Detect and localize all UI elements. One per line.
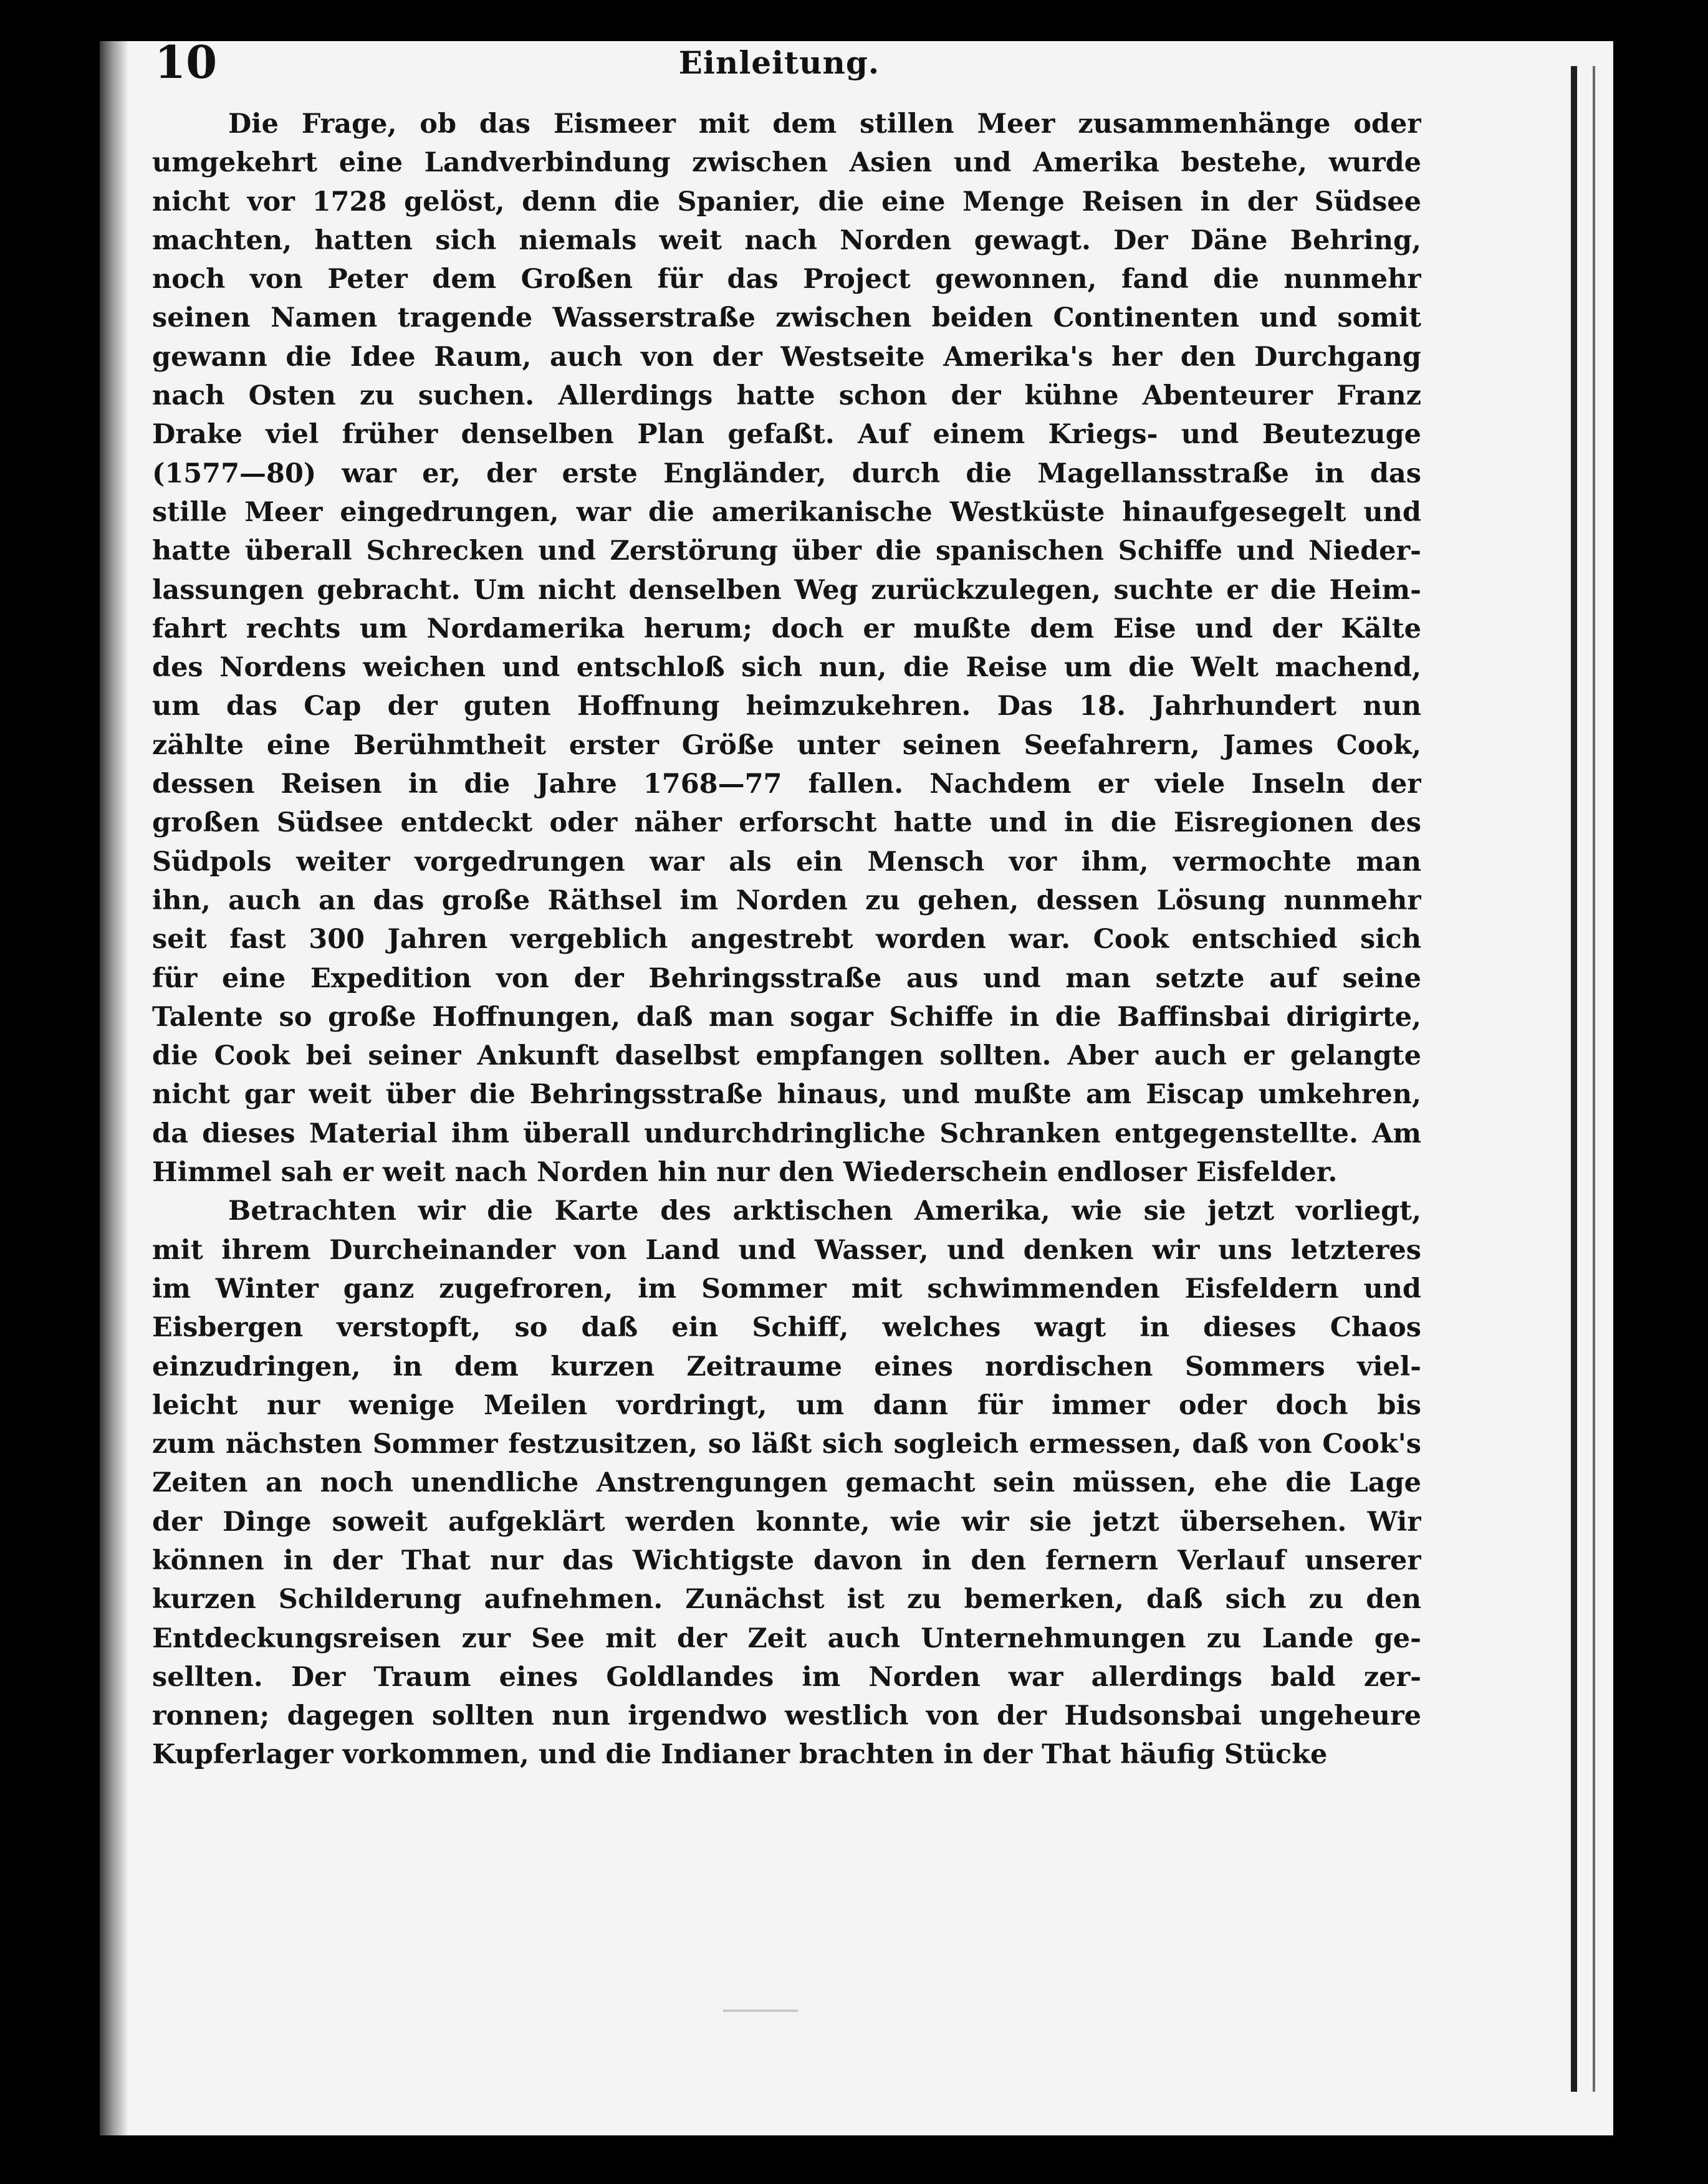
text-line: des Nordens weichen und entschloß sich nun, die Reise um die Welt machend, — [152, 652, 1421, 684]
text-line: Talente so große Hoffnungen, daß man sogar Schiffe in die Baffinsbai dirigirte, — [152, 1001, 1421, 1033]
paragraph — [152, 1192, 1421, 1774]
text-line: im Winter ganz zugefroren, im Sommer mit schwimmenden Eisfeldern und — [152, 1273, 1421, 1305]
text-line: machten, hatten sich niemals weit nach Norden gewagt. Der Däne Behring, — [152, 224, 1421, 256]
paragraph — [152, 105, 1421, 1192]
text-line: Kupferlager vorkommen, und die Indianer brachten in der That häufig Stücke — [152, 1739, 1328, 1771]
text-line: nicht vor 1728 gelöst, denn die Spanier, die eine Menge Reisen in der Südsee — [152, 186, 1421, 218]
text-line: einzudringen, in dem kurzen Zeitraume eines nordischen Sommers viel- — [152, 1351, 1421, 1382]
text-line: nicht gar weit über die Behringsstraße hinaus, und mußte am Eiscap umkehren, — [152, 1079, 1421, 1111]
text-line: gewann die Idee Raum, auch von der Westseite Amerika's her den Durchgang — [152, 341, 1421, 373]
text-line: seinen Namen tragende Wasserstraße zwischen beiden Continenten und somit — [152, 302, 1421, 334]
text-line: Zeiten an noch unendliche Anstrengungen gemacht sein müssen, ehe die Lage — [152, 1467, 1421, 1499]
text-line: seit fast 300 Jahren vergeblich angestrebt worden war. Cook entschied sich — [152, 924, 1421, 956]
gutter-shadow — [100, 41, 128, 2135]
text-line: ronnen; dagegen sollten nun irgendwo westlich von der Hudsonsbai ungeheure — [152, 1700, 1421, 1732]
text-line: Himmel sah er weit nach Norden hin nur den Wiederschein endloser Eisfelder. — [152, 1157, 1338, 1189]
text-line: zählte eine Berühmtheit erster Größe unter seinen Seefahrern, James Cook, — [152, 729, 1421, 761]
text-line: Südpols weiter vorgedrungen war als ein Mensch vor ihm, vermochte man — [152, 846, 1421, 878]
text-line: leicht nur wenige Meilen vordringt, um dann für immer oder doch bis — [152, 1389, 1421, 1421]
text-line: mit ihrem Durcheinander von Land und Wasser, und denken wir uns letzteres — [152, 1234, 1421, 1266]
text-line: großen Südsee entdeckt oder näher erforscht hatte und in die Eisregionen des — [152, 807, 1421, 839]
text-line: Betrachten wir die Karte des arktischen Amerika, wie sie jetzt vorliegt, — [228, 1195, 1421, 1227]
text-line: umgekehrt eine Landverbindung zwischen Asien und Amerika bestehe, wurde — [152, 147, 1421, 179]
text-line: stille Meer eingedrungen, war die amerikanische Westküste hinaufgesegelt und — [152, 496, 1421, 528]
text-line: für eine Expedition von der Behringsstraße aus und man setzte auf seine — [152, 962, 1421, 994]
text-line: (1577—80) war er, der erste Engländer, durch die Magellansstraße in das — [152, 457, 1421, 489]
text-line: Eisbergen verstopft, so daß ein Schiff, welches wagt in dieses Chaos — [152, 1312, 1421, 1344]
text-line: zum nächsten Sommer festzusitzen, so läßt sich sogleich ermessen, daß von Cook's — [152, 1429, 1421, 1460]
text-line: dessen Reisen in die Jahre 1768—77 fallen. Nachdem er viele Inseln der — [152, 769, 1421, 800]
text-line: die Cook bei seiner Ankunft daselbst empfangen sollten. Aber auch er gelangte — [152, 1040, 1421, 1072]
page-edge-line — [1593, 66, 1595, 2092]
text-line: nach Osten zu suchen. Allerdings hatte schon der kühne Abenteurer Franz — [152, 380, 1421, 412]
text-line: Drake viel früher denselben Plan gefaßt. Auf einem Kriegs- und Beutezuge — [152, 419, 1421, 451]
scan-smudge — [723, 2009, 798, 2012]
text-line: lassungen gebracht. Um nicht denselben Weg zurückzulegen, suchte er die Heim- — [152, 574, 1421, 606]
text-line: da dieses Material ihm überall undurchdringliche Schranken entgegenstellte. Am — [152, 1118, 1421, 1149]
page-number: 10 — [155, 36, 218, 89]
text-line: können in der That nur das Wichtigste davon in den fernern Verlauf unserer — [152, 1545, 1421, 1576]
text-line: der Dinge soweit aufgeklärt werden konnte, wie wir sie jetzt übersehen. Wir — [152, 1506, 1421, 1538]
text-line: um das Cap der guten Hoffnung heimzukehren. Das 18. Jahrhundert nun — [152, 691, 1421, 722]
running-head: Einleitung. — [678, 44, 880, 81]
page-edge-shadow — [1571, 66, 1577, 2092]
body-text — [152, 105, 1421, 1775]
text-line: ihn, auch an das große Räthsel im Norden zu gehen, dessen Lösung nunmehr — [152, 884, 1421, 916]
text-line: Die Frage, ob das Eismeer mit dem stillen Meer zusammenhänge oder — [228, 108, 1421, 140]
text-line: hatte überall Schrecken und Zerstörung über die spanischen Schiffe und Nieder- — [152, 535, 1421, 567]
text-line: kurzen Schilderung aufnehmen. Zunächst ist zu bemerken, daß sich zu den — [152, 1584, 1421, 1616]
text-line: noch von Peter dem Großen für das Project gewonnen, fand die nunmehr — [152, 264, 1421, 295]
text-line: sellten. Der Traum eines Goldlandes im Norden war allerdings bald zer- — [152, 1661, 1421, 1693]
text-line: Entdeckungsreisen zur See mit der Zeit auch Unternehmungen zu Lande ge- — [152, 1622, 1421, 1654]
text-line: fahrt rechts um Nordamerika herum; doch er mußte dem Eise und der Kälte — [152, 613, 1421, 644]
